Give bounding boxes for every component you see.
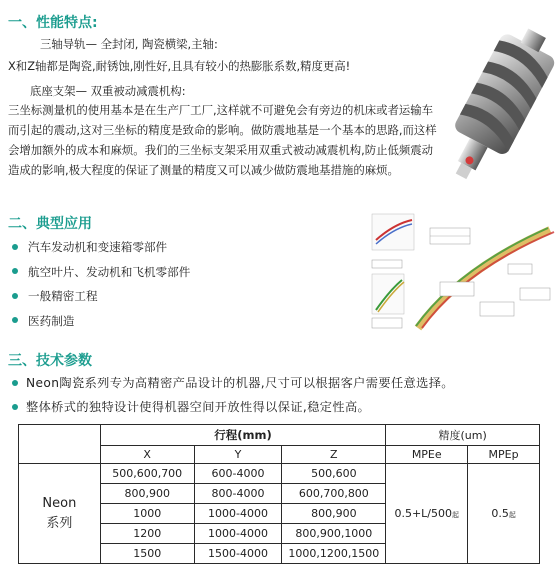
col-z: Z [282,446,386,464]
measurement-report-image [370,210,556,332]
cell-y: 1000-4000 [194,504,282,524]
cell-y: 1500-4000 [194,544,282,564]
bullet-icon [12,404,18,410]
list-item: 航空叶片、发动机和飞机零部件 [12,262,190,287]
axis-line: X和Z轴都是陶瓷,耐锈蚀,刚性好,且具有较小的热膨胀系数,精度更高! [8,59,351,73]
table-row [19,464,540,484]
col-mpep: MPEp [468,446,540,464]
travel-header: 行程(mm) [100,425,386,446]
guide-line: 三轴导轨— 全封闭, 陶瓷横梁,主轴: [40,37,218,51]
cell-z: 1000,1200,1500 [282,544,386,564]
tech-list [12,373,454,421]
accuracy-header: 精度(um) [386,425,540,446]
ball-screw-image [440,18,558,188]
cell-x: 500,600,700 [100,464,194,484]
list-item: 一般精密工程 [12,286,190,311]
mpep-cell: 0.5起 [468,464,540,564]
table-corner [19,425,101,464]
section1-title: 一、性能特点: [8,15,98,31]
col-y: Y [194,446,282,464]
list-item: Neon陶瓷系列专为高精密产品设计的机器,尺寸可以根据客户需要任意选择。 [12,373,454,397]
list-item: 整体桥式的独特设计使得机器空间开放性得以保证,稳定性高。 [12,397,454,421]
cell-x: 800,900 [100,484,194,504]
section3-title: 三、技术参数 [8,353,92,369]
bullet-icon [12,268,18,274]
cell-y: 1000-4000 [194,524,282,544]
col-x: X [100,446,194,464]
vibration-paragraph: 三坐标测量机的使用基本是在生产厂工厂,这样就不可避免会有旁边的机床或者运输车而引起的震动,这对三坐标的精度是致命的影响。做防震地基是一个基本的思路,而这样会增加额外的成本和麻烦。我们的三坐标支架采用双重式被动减震机构,防止低频震动造成的影响,极大程度的保证了测量的精度又可以减少做防震地基措施的麻烦。 [8,103,437,177]
application-list [12,237,190,335]
cell-z: 800,900 [282,504,386,524]
cell-z: 500,600 [282,464,386,484]
cell-x: 1200 [100,524,194,544]
cell-z: 600,700,800 [282,484,386,504]
bullet-icon [12,244,18,250]
spec-table [18,424,540,564]
bullet-icon [12,380,18,386]
list-item: 汽车发动机和变速箱零部件 [12,237,190,262]
section2-title: 二、典型应用 [8,216,92,232]
model-cell: Neon 系列 [19,464,101,564]
mpee-cell: 0.5+L/500起 [386,464,468,564]
base-line: 底座支架— 双重被动减震机构: [30,84,186,98]
cell-y: 600-4000 [194,464,282,484]
bullet-icon [12,317,18,323]
bullet-icon [12,293,18,299]
cell-y: 800-4000 [194,484,282,504]
cell-x: 1500 [100,544,194,564]
list-item: 医药制造 [12,311,190,336]
col-mpee: MPEe [386,446,468,464]
cell-z: 800,900,1000 [282,524,386,544]
cell-x: 1000 [100,504,194,524]
